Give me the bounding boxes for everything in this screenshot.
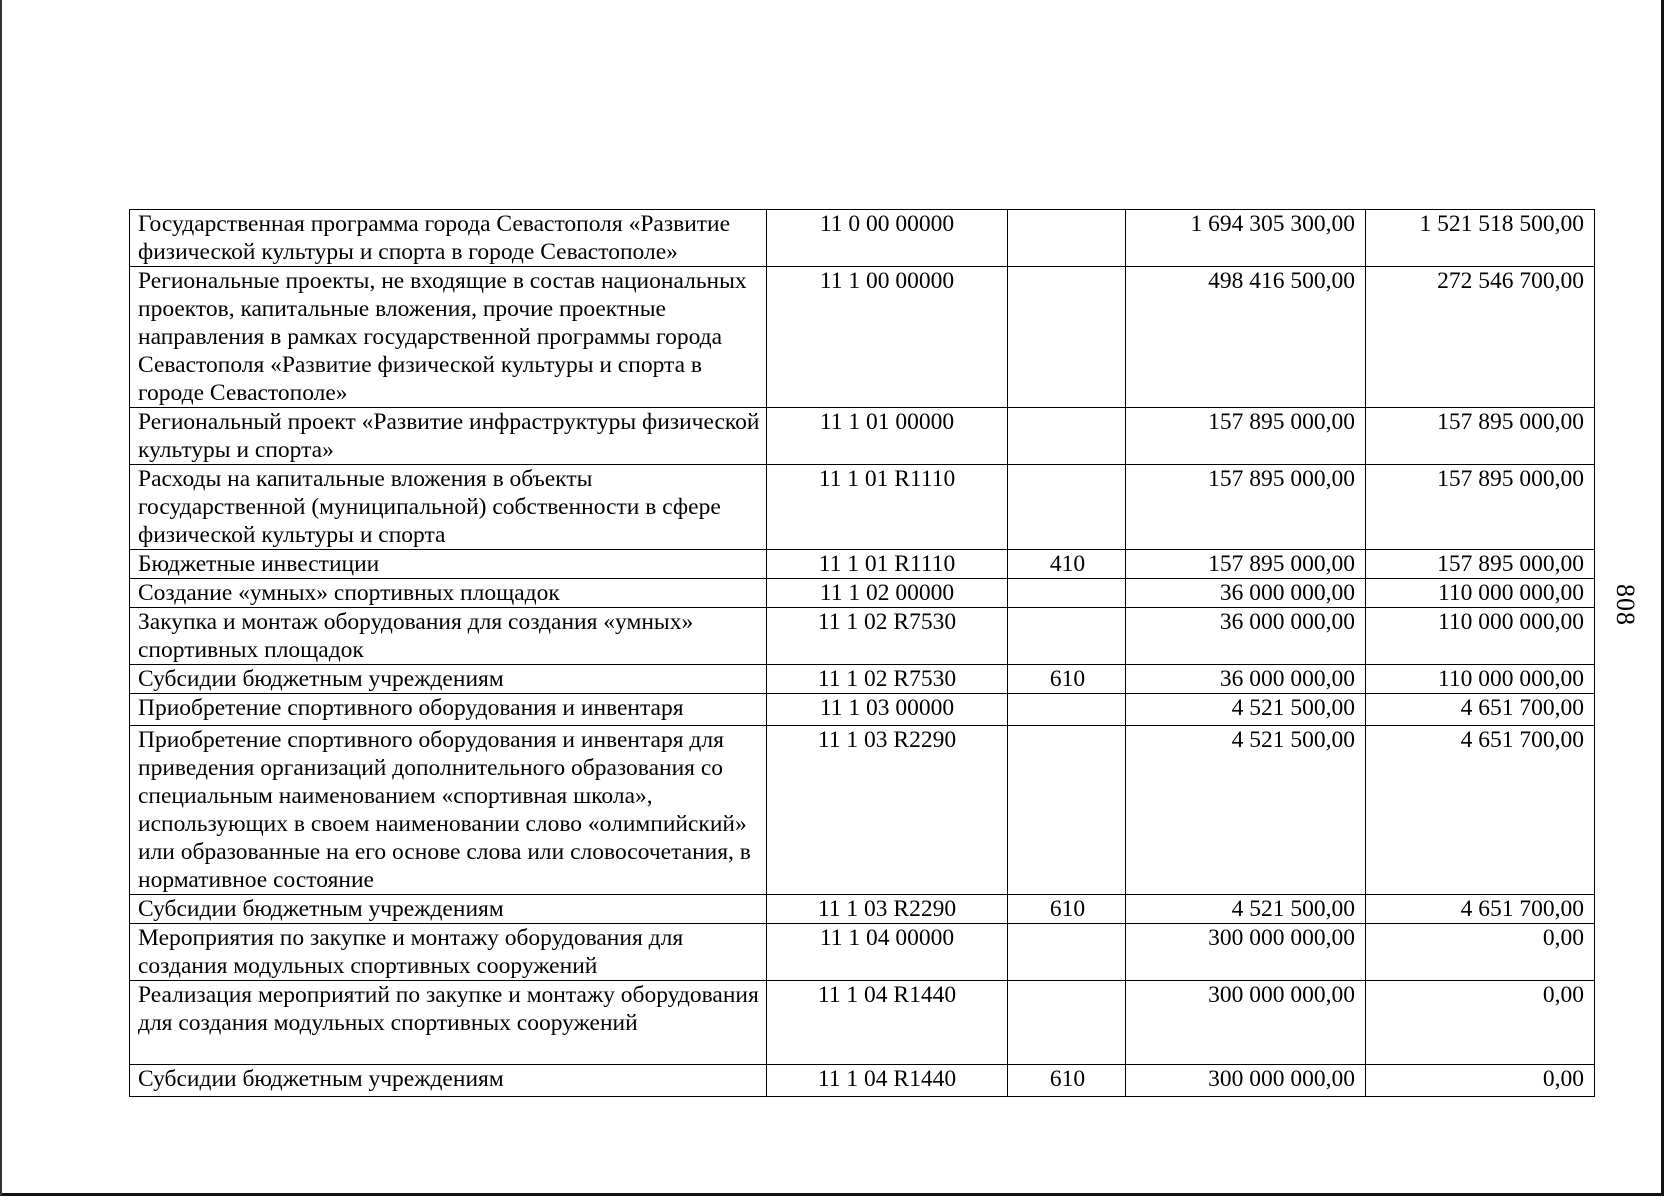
row-name: Приобретение спортивного оборудования и инвентаря [130, 694, 767, 726]
table-row [130, 1065, 1595, 1097]
budget-table-body [130, 210, 1595, 1097]
table-row [130, 981, 1595, 1065]
page-border-left [0, 0, 2, 1196]
row-amount-year-1: 1 694 305 300,00 [1126, 210, 1366, 267]
row-amount-year-1: 36 000 000,00 [1126, 608, 1366, 665]
row-amount-year-1: 4 521 500,00 [1126, 726, 1366, 895]
row-name: Создание «умных» спортивных площадок [130, 579, 767, 608]
row-name: Региональный проект «Развитие инфраструктуры физической культуры и спорта» [130, 408, 767, 465]
row-target-code: 11 1 04 R1440 [767, 1065, 1008, 1097]
row-target-code: 11 0 00 00000 [767, 210, 1008, 267]
row-target-code: 11 1 02 00000 [767, 579, 1008, 608]
table-row [130, 665, 1595, 694]
row-expense-type [1008, 579, 1126, 608]
row-amount-year-2: 4 651 700,00 [1366, 726, 1595, 895]
row-amount-year-1: 4 521 500,00 [1126, 895, 1366, 924]
row-name: Субсидии бюджетным учреждениям [130, 895, 767, 924]
row-expense-type: 610 [1008, 895, 1126, 924]
row-amount-year-1: 4 521 500,00 [1126, 694, 1366, 726]
row-amount-year-2: 0,00 [1366, 924, 1595, 981]
row-name: Расходы на капитальные вложения в объекты государственной (муниципальной) собственности в сфере физической культуры и спорта [130, 465, 767, 550]
row-name: Приобретение спортивного оборудования и инвентаря для приведения организаций дополнительного образования со специальным наименованием «спортивная школа», использующих в своем наименовании слово «олимпийский» или образованные на его основе слова или словосочетания, в нормативное состояние [130, 726, 767, 895]
row-expense-type: 610 [1008, 665, 1126, 694]
row-amount-year-2: 0,00 [1366, 981, 1595, 1065]
table-row [130, 924, 1595, 981]
row-target-code: 11 1 03 R2290 [767, 726, 1008, 895]
row-name: Региональные проекты, не входящие в состав национальных проектов, капитальные вложения, прочие проектные направления в рамках государственной программы города Севастополя «Развитие физической культуры и спорта в городе Севастополе» [130, 267, 767, 408]
budget-table [129, 209, 1595, 1097]
table-row [130, 210, 1595, 267]
row-expense-type [1008, 210, 1126, 267]
row-target-code: 11 1 02 R7530 [767, 608, 1008, 665]
row-target-code: 11 1 02 R7530 [767, 665, 1008, 694]
table-row [130, 408, 1595, 465]
table-row [130, 895, 1595, 924]
row-target-code: 11 1 01 R1110 [767, 550, 1008, 579]
row-expense-type [1008, 694, 1126, 726]
table-row [130, 267, 1595, 408]
row-amount-year-2: 4 651 700,00 [1366, 694, 1595, 726]
row-target-code: 11 1 00 00000 [767, 267, 1008, 408]
row-amount-year-2: 4 651 700,00 [1366, 895, 1595, 924]
row-target-code: 11 1 01 R1110 [767, 465, 1008, 550]
row-amount-year-1: 157 895 000,00 [1126, 408, 1366, 465]
row-expense-type [1008, 981, 1126, 1065]
row-amount-year-2: 110 000 000,00 [1366, 608, 1595, 665]
row-expense-type: 410 [1008, 550, 1126, 579]
table-row [130, 550, 1595, 579]
row-target-code: 11 1 01 00000 [767, 408, 1008, 465]
row-name: Реализация мероприятий по закупке и монтажу оборудования для создания модульных спортивных сооружений [130, 981, 767, 1065]
row-amount-year-2: 0,00 [1366, 1065, 1595, 1097]
row-amount-year-1: 498 416 500,00 [1126, 267, 1366, 408]
table-row [130, 726, 1595, 895]
row-amount-year-1: 36 000 000,00 [1126, 579, 1366, 608]
table-row [130, 579, 1595, 608]
row-target-code: 11 1 04 R1440 [767, 981, 1008, 1065]
row-expense-type: 610 [1008, 1065, 1126, 1097]
row-amount-year-1: 300 000 000,00 [1126, 924, 1366, 981]
row-amount-year-1: 300 000 000,00 [1126, 1065, 1366, 1097]
row-name: Субсидии бюджетным учреждениям [130, 665, 767, 694]
row-expense-type [1008, 465, 1126, 550]
row-amount-year-2: 157 895 000,00 [1366, 550, 1595, 579]
table-row [130, 608, 1595, 665]
table-row [130, 694, 1595, 726]
row-expense-type [1008, 924, 1126, 981]
row-amount-year-1: 36 000 000,00 [1126, 665, 1366, 694]
row-expense-type [1008, 726, 1126, 895]
row-amount-year-2: 110 000 000,00 [1366, 579, 1595, 608]
row-amount-year-2: 110 000 000,00 [1366, 665, 1595, 694]
row-amount-year-1: 300 000 000,00 [1126, 981, 1366, 1065]
row-amount-year-2: 157 895 000,00 [1366, 408, 1595, 465]
row-amount-year-1: 157 895 000,00 [1126, 550, 1366, 579]
row-amount-year-1: 157 895 000,00 [1126, 465, 1366, 550]
row-amount-year-2: 272 546 700,00 [1366, 267, 1595, 408]
row-name: Бюджетные инвестиции [130, 550, 767, 579]
row-expense-type [1008, 267, 1126, 408]
page-number: 808 [1611, 584, 1640, 626]
row-target-code: 11 1 03 00000 [767, 694, 1008, 726]
row-amount-year-2: 157 895 000,00 [1366, 465, 1595, 550]
row-expense-type [1008, 608, 1126, 665]
table-row [130, 465, 1595, 550]
row-target-code: 11 1 03 R2290 [767, 895, 1008, 924]
row-expense-type [1008, 408, 1126, 465]
row-name: Закупка и монтаж оборудования для создания «умных» спортивных площадок [130, 608, 767, 665]
row-name: Мероприятия по закупке и монтажу оборудования для создания модульных спортивных сооружений [130, 924, 767, 981]
row-amount-year-2: 1 521 518 500,00 [1366, 210, 1595, 267]
row-name: Субсидии бюджетным учреждениям [130, 1065, 767, 1097]
row-target-code: 11 1 04 00000 [767, 924, 1008, 981]
row-name: Государственная программа города Севастополя «Развитие физической культуры и спорта в городе Севастополе» [130, 210, 767, 267]
